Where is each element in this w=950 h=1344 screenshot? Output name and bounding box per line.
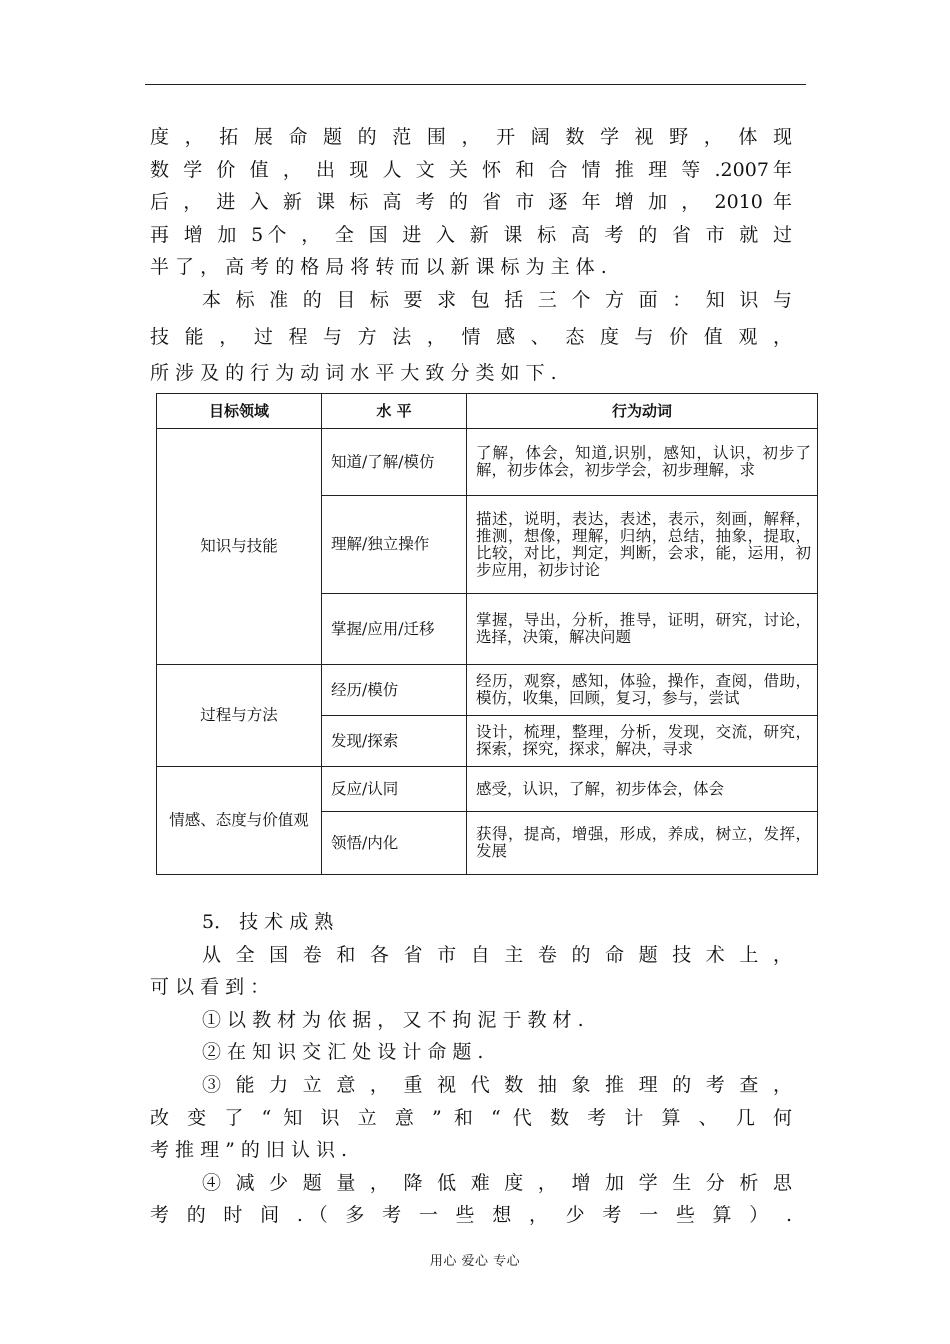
verbs-cell: 获得，提高，增强，形成，养成，树立，发挥，发展 (467, 812, 818, 875)
text-line: 考 推 理 ” 的 旧 认 识 . (150, 1139, 348, 1162)
paragraph-1 (150, 121, 792, 284)
text-line: 再 增 加 5个 ， 全 国 进 入 新 课 标 高 考 的 省 市 就 过 (150, 223, 792, 246)
list-item: ④ 减 少 题 量 ， 降 低 难 度 ， 增 加 学 生 分 析 思 (202, 1171, 792, 1194)
text-line: 从 全 国 卷 和 各 省 市 自 主 卷 的 命 题 技 术 上 ， (202, 943, 792, 966)
verbs-cell: 了解，体会，知道,识别，感知，认识，初步了解，初步体会，初步学会，初步理解，求 (467, 429, 818, 496)
section-heading: 5． 技 术 成 熟 (202, 911, 334, 933)
list-item: ① 以 教 材 为 依 据 ， 又 不 拘 泥 于 教 材 . (202, 1008, 584, 1031)
domain-cell: 过程与方法 (157, 665, 322, 767)
domain-cell: 知识与技能 (157, 429, 322, 665)
section-5 (150, 906, 792, 1232)
level-cell: 反应/认同 (322, 767, 467, 812)
verbs-cell: 描述，说明，表达，表述，表示，刻画，解释，推测，想像，理解，归纳，总结，抽象，提取，比较，对比，判定，判断，会求，能，运用，初步应用，初步讨论 (467, 496, 818, 594)
level-cell: 理解/独立操作 (322, 496, 467, 594)
text-line: 数 学 价 值 ， 出 现 人 文 关 怀 和 合 情 推 理 等 .2007年 (150, 158, 792, 181)
text-line: 本 标 准 的 目 标 要 求 包 括 三 个 方 面 ： 知 识 与 (202, 289, 792, 311)
level-cell: 领悟/内化 (322, 812, 467, 875)
level-cell: 经历/模仿 (322, 665, 467, 716)
page-footer: 用心 爱心 专心 (429, 1254, 521, 1269)
paragraph-2 (150, 284, 792, 390)
text-line: 后 ， 进 入 新 课 标 高 考 的 省 市 逐 年 增 加 ， 2010 年 (150, 191, 792, 214)
verbs-cell: 感受，认识，了解，初步体会，体会 (467, 767, 818, 812)
text-line: 可 以 看 到 ： (150, 976, 270, 999)
header-verbs: 行为动词 (467, 394, 818, 429)
list-item: ③ 能 力 立 意 ， 重 视 代 数 抽 象 推 理 的 考 查 ， (202, 1073, 792, 1096)
table-header-row (157, 394, 818, 429)
table-row (157, 429, 818, 496)
text-line: 所 涉 及 的 行 为 动 词 水 平 大 致 分 类 如 下 . (150, 362, 557, 385)
table-row (157, 767, 818, 812)
verbs-cell: 设计，梳理，整理，分析，发现，交流，研究，探索，探究，探求，解决，寻求 (467, 716, 818, 767)
header-level: 水 平 (322, 394, 467, 429)
list-item: ② 在 知 识 交 汇 处 设 计 命 题 . (202, 1041, 484, 1064)
verbs-cell: 经历，观察，感知，体验，操作，查阅，借助，模仿，收集，回顾，复习，参与，尝试 (467, 665, 818, 716)
level-cell: 知道/了解/模仿 (322, 429, 467, 496)
level-cell: 发现/探索 (322, 716, 467, 767)
verb-level-table (156, 393, 818, 875)
verbs-cell: 掌握，导出，分析，推导，证明，研究，讨论，选择，决策，解决问题 (467, 594, 818, 665)
level-cell: 掌握/应用/迁移 (322, 594, 467, 665)
header-domain: 目标领域 (157, 394, 322, 429)
text-line: 半 了 ， 高 考 的 格 局 将 转 而 以 新 课 标 为 主 体 . (150, 256, 607, 279)
text-line: 技 能 ， 过 程 与 方 法 ， 情 感 、 态 度 与 价 值 观 ， (150, 325, 792, 348)
text-line: 改 变 了 “ 知 识 立 意 ” 和 “ 代 数 考 计 算 、 几 何 (150, 1106, 792, 1129)
table-row (157, 665, 818, 716)
text-line: 考 的 时 间 .（ 多 考 一 些 想 ， 少 考 一 些 算 ） . (150, 1204, 792, 1227)
header-rule (145, 84, 806, 85)
text-line: 度 ， 拓 展 命 题 的 范 围 ， 开 阔 数 学 视 野 ， 体 现 (150, 126, 792, 148)
domain-cell: 情感、态度与价值观 (157, 767, 322, 875)
